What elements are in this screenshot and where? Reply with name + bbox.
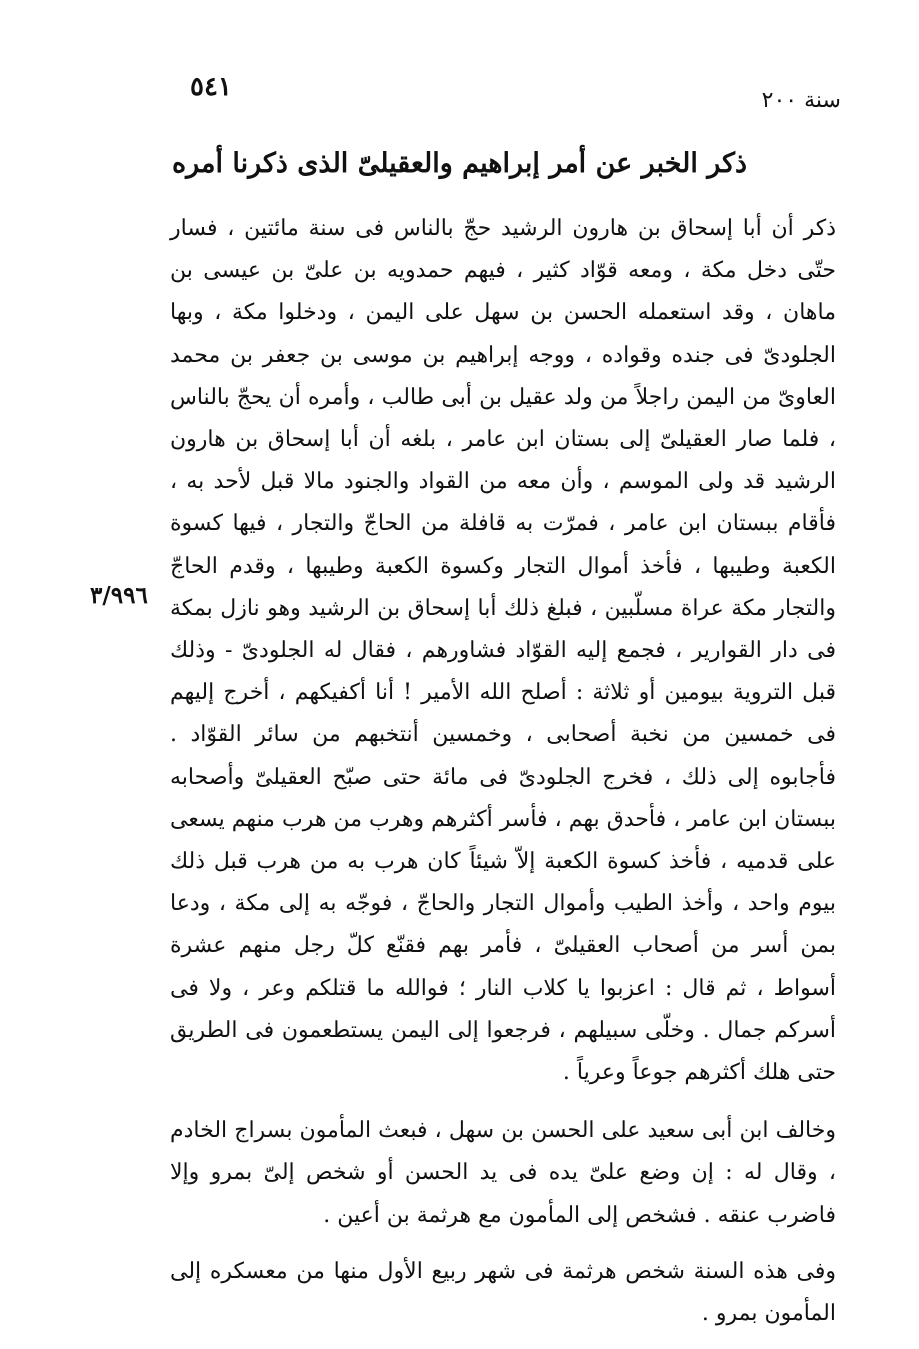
paragraph-1: ذكر أن أبا إسحاق بن هارون الرشيد حجّ بالناس فى سنة مائتين ، فسار حتّى دخل مكة ، ومعه قوّاد كثير ، فيهم حمدويه بن علىّ بن عيسى بن ماهان ، وقد استعمله الحسن بن سهل على اليمن ، ودخلوا مكة ، وبها الجلودىّ فى جنده وقواده ، ووجه إبراهيم بن موسى بن جعفر بن محمد العاوىّ من اليمن راجلاً من ولد عقيل بن أبى طالب ، وأمره أن يحجّ بالناس ، فلما صار العقيلىّ إلى بستان ابن عامر ، بلغه أن أبا إسحاق بن هارون الرشيد قد ولى الموسم ، وأن معه من القواد والجنود مالا قبل لأحد به ، فأقام ببستان ابن عامر ، فمرّت به قافلة من الحاجّ والتجار ، فيها كسوة الكعبة وطيبها ، فأخذ أموال التجار وكسوة الكعبة وطيبها ، وقدم الحاجّ والتجار مكة عراة مسلّبين ، فبلغ ذلك أبا إسحاق بن الرشيد وهو نازل بمكة فى دار القوارير ، فجمع إليه القوّاد فشاورهم ، فقال له الجلودىّ - وذلك قبل التروية بيومين أو ثلاثة : أصلح الله الأمير ! أنا أكفيكهم ، أخرج إليهم فى خمسين من نخبة أصحابى ، وخمسين أنتخبهم من سائر القوّاد . فأجابوه إلى ذلك ، فخرج الجلودىّ فى مائة حتى صبّح العقيلىّ وأصحابه ببستان ابن عامر ، فأحدق بهم ، فأسر أكثرهم وهرب من هرب منهم يسعى على قدميه ، فأخذ كسوة الكعبة إلاّ شيئاً كان هرب به من هرب قبل ذلك بيوم واحد ، وأخذ الطيب وأموال التجار والحاجّ ، فوجّه به إلى مكة ، ودعا بمن أسر من أصحاب العقيلىّ ، فأمر بهم فقنّع كلّ رجل منهم عشرة أسواط ، ثم قال : اعزبوا يا كلاب النار ؛ فوالله ما قتلكم وعر ، ولا فى أسركم جمال . وخلّى سبيلهم ، فرجعوا إلى اليمن يستطعمون فى الطريق حتى هلك أكثرهم جوعاً وعرياً . [170,216,836,1086]
paragraph-2: وخالف ابن أبى سعيد على الحسن بن سهل ، فبعث المأمون بسراج الخادم ، وقال له : إن وضع علىّ يده فى يد الحسن أو شخص إلىّ بمرو وإلا فاضرب عنقه . فشخص إلى المأمون مع هرثمة بن أعين . [170,1118,836,1228]
body-text [170,208,836,1349]
running-header-year: سنة ٢٠٠ [761,88,841,113]
paragraph-3: وفى هذه السنة شخص هرثمة فى شهر ربيع الأول منها من معسكره إلى المأمون بمرو . [170,1258,836,1327]
section-title: ذكر الخبر عن أمر إبراهيم والعقيلىّ الذى ذكرنا أمره [171,148,748,179]
margin-reference-note: ٣/٩٩٦ [90,582,148,609]
page-number: ٥٤١ [190,72,232,102]
